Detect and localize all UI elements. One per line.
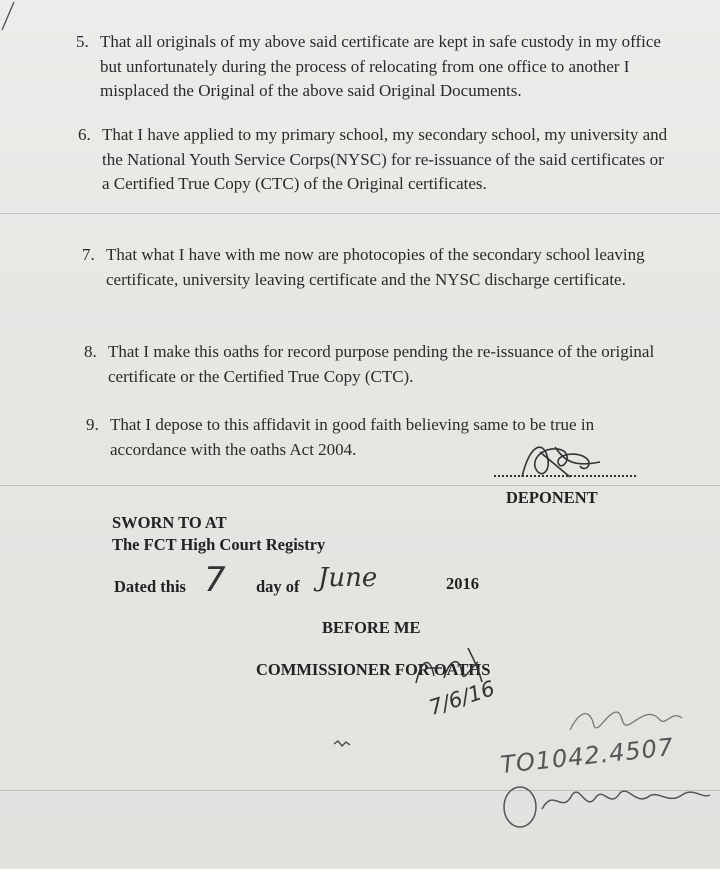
- clause-number: 9.: [86, 415, 99, 434]
- deponent-label: DEPONENT: [506, 488, 598, 507]
- clause-number: 8.: [84, 342, 97, 361]
- clause-number: 6.: [78, 125, 91, 144]
- dated-prefix: Dated this: [114, 577, 186, 596]
- clause-7: [82, 243, 666, 292]
- dated-year: 2016: [446, 574, 479, 593]
- clause-number: 7.: [82, 245, 95, 264]
- clause-8: [84, 340, 668, 389]
- before-me: BEFORE ME: [322, 618, 421, 637]
- sworn-line-2: The FCT High Court Registry: [112, 535, 326, 554]
- deponent-signature: [510, 432, 610, 487]
- clause-text: That I depose to this affidavit in good faith believing same to be true in accordance with the oaths Act 2004.: [110, 415, 595, 459]
- clause-text: That I make this oaths for record purpose pending the re-issuance of the original certificate or the Certified True Copy (CTC).: [108, 342, 655, 386]
- dated-month-handwritten: June: [318, 563, 378, 593]
- clause-5: [76, 30, 670, 104]
- dated-middle: day of: [256, 577, 300, 596]
- clause-6: [78, 123, 672, 197]
- signature-line: [494, 475, 636, 477]
- sworn-line-1: SWORN TO AT: [112, 513, 227, 532]
- corner-mark: [0, 0, 40, 40]
- handwritten-date-note: 7/6/16: [425, 676, 498, 720]
- handwritten-signature-bottom: [498, 775, 718, 835]
- ink-mark: [330, 736, 360, 752]
- commissioner-for-oaths: COMMISSIONER FOR OATHS: [256, 660, 491, 679]
- handwritten-number-note: TO1042.4507: [499, 732, 676, 780]
- clause-text: That I have applied to my primary school, my secondary school, my university and the National Youth Service Corps(NYSC) for re-issuance of the said certificates or a Certified True Copy (CTC) of the Original certificates.: [102, 125, 668, 193]
- paper-fold-line: [0, 213, 720, 214]
- dated-day-handwritten: 7: [204, 560, 226, 600]
- clause-number: 5.: [76, 32, 89, 51]
- clause-text: That all originals of my above said certificate are kept in safe custody in my office but unfortunately during the process of relocating from one office to another I misplaced the Original of the above said Original Documents.: [100, 32, 661, 100]
- clause-text: That what I have with me now are photocopies of the secondary school leaving certificate, university leaving certificate and the NYSC discharge certificate.: [106, 245, 645, 289]
- paper-fold-line: [0, 485, 720, 486]
